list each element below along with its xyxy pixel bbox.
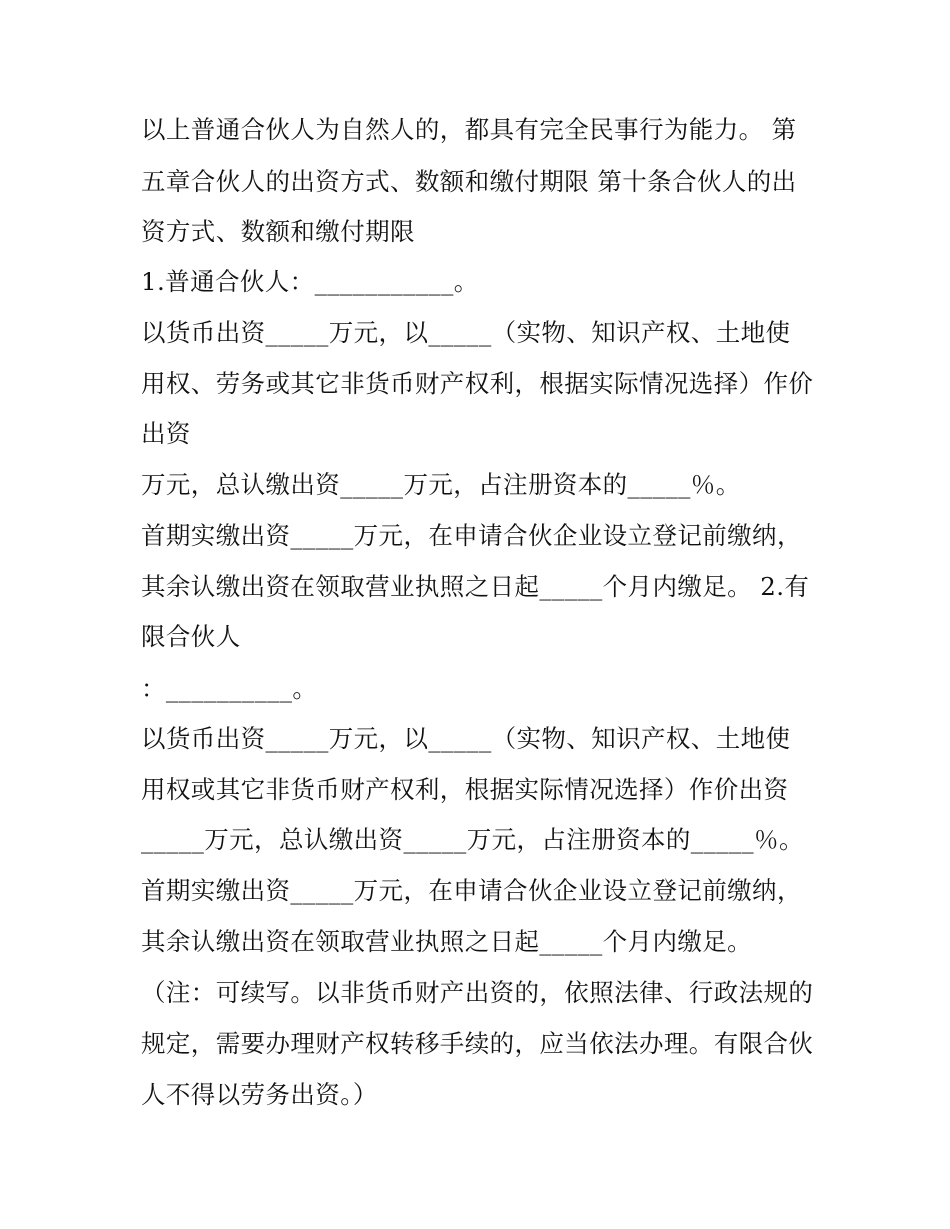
- text-line: 以货币出资_____万元，以_____（实物、知识产权、土地使: [141, 724, 791, 753]
- text-line: 资方式、数额和缴付期限: [141, 217, 415, 246]
- text-line: 首期实缴出资_____万元，在申请合伙企业设立登记前缴纳，: [141, 521, 802, 550]
- text-line: 首期实缴出资_____万元，在申请合伙企业设立登记前缴纳，: [141, 876, 802, 905]
- text-line: 用权或其它非货币财产权利，根据实际情况选择）作价出资: [141, 775, 789, 804]
- text-line: 人不得以劳务出资。）: [141, 1080, 378, 1109]
- text-line: 万元，总认缴出资_____万元，占注册资本的_____％。: [141, 470, 741, 499]
- text-line: 以上普通合伙人为自然人的，都具有完全民事行为能力。 第: [141, 115, 797, 144]
- text-line: 五章合伙人的出资方式、数额和缴付期限 第十条合伙人的出: [141, 167, 797, 196]
- text-line: 1.普通合伙人：___________。: [141, 267, 479, 296]
- text-line: 规定，需要办理财产权转移手续的，应当依法办理。有限合伙: [141, 1029, 814, 1058]
- text-line: ：__________。: [141, 674, 318, 703]
- text-line: （注：可续写。以非货币财产出资的，依照法律、行政法规的: [141, 978, 814, 1007]
- text-line: 其余认缴出资在领取营业执照之日起_____个月内缴足。: [141, 927, 753, 956]
- text-line: 以货币出资_____万元，以_____（实物、知识产权、土地使: [141, 318, 791, 347]
- text-line: 用权、劳务或其它非货币财产权利，根据实际情况选择）作价: [141, 369, 814, 398]
- text-line: 出资: [141, 419, 191, 448]
- text-line: 其余认缴出资在领取营业执照之日起_____个月内缴足。 2.有: [141, 572, 810, 601]
- text-line: _____万元，总认缴出资_____万元，占注册资本的_____％。: [141, 825, 804, 854]
- text-line: 限合伙人: [141, 622, 241, 651]
